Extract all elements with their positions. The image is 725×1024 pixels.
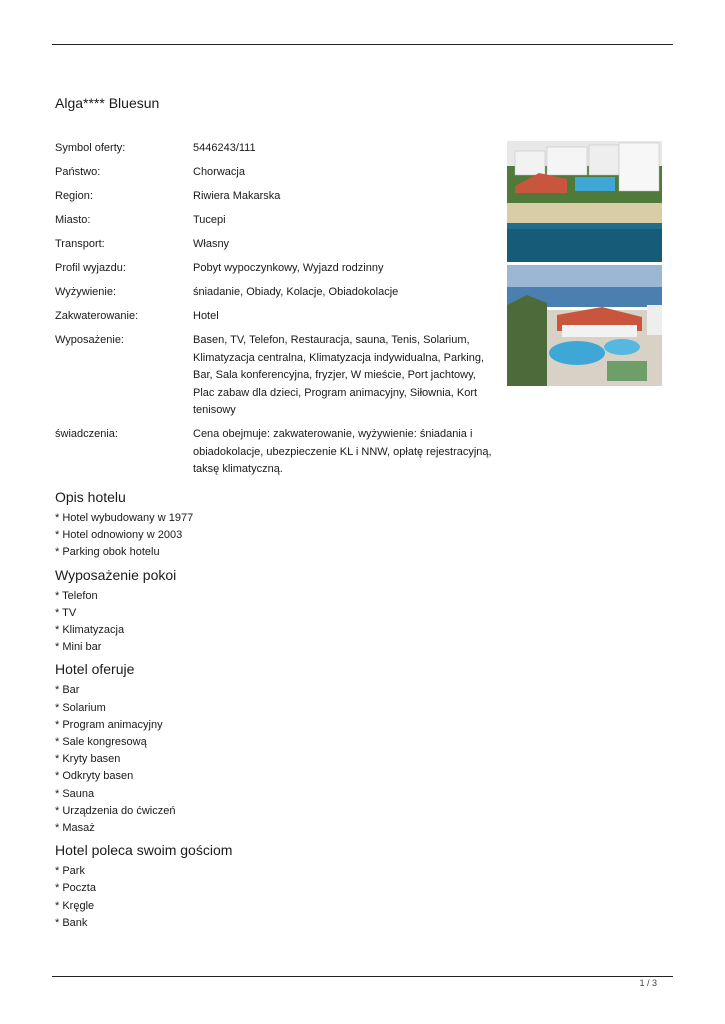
list-item: * Kryty basen <box>55 753 121 766</box>
list-item: * Mini bar <box>55 641 102 654</box>
footer-rule <box>52 976 673 977</box>
detail-label: Państwo: <box>55 166 101 178</box>
list-item: * Parking obok hotelu <box>55 546 160 559</box>
list-item: * Bank <box>55 916 88 929</box>
detail-label: Symbol oferty: <box>55 142 126 154</box>
detail-label: Zakwaterowanie: <box>55 310 139 322</box>
section-heading-hotel-offers: Hotel oferuje <box>55 661 135 678</box>
detail-value: Riwiera Makarska <box>193 190 281 202</box>
detail-row-region <box>55 188 495 206</box>
list-item: * Telefon <box>55 589 98 602</box>
hotel-photo-beach <box>507 141 662 262</box>
list-item: * Odkryty basen <box>55 770 134 783</box>
list-item: * Sauna <box>55 787 95 800</box>
detail-label: Profil wyjazdu: <box>55 262 126 274</box>
detail-row-city <box>55 212 495 230</box>
hotel-photo-pool <box>507 265 662 386</box>
section-list-room-amenities <box>55 588 655 657</box>
detail-row-country <box>55 164 495 182</box>
detail-label: Wyżywienie: <box>55 286 117 298</box>
detail-label: Wyposażenie: <box>55 334 124 346</box>
detail-value: Cena obejmuje: zakwaterowanie, wyżywienie: śniadania i obiadokolacje, ubezpieczenie KL i NNW, opłatę rejestracyjną, taksę klimatyczną. <box>193 428 492 475</box>
detail-row-transport <box>55 236 495 254</box>
detail-row-meals <box>55 284 495 302</box>
detail-value: Pobyt wypoczynkowy, Wyjazd rodzinny <box>193 262 384 274</box>
hotel-photos <box>507 141 662 389</box>
list-item: * Masaż <box>55 822 95 835</box>
detail-value: Chorwacja <box>193 166 245 178</box>
list-item: * Hotel odnowiony w 2003 <box>55 529 183 542</box>
list-item: * Solarium <box>55 701 106 714</box>
detail-value: śniadanie, Obiady, Kolacje, Obiadokolacje <box>193 286 399 298</box>
detail-value: Basen, TV, Telefon, Restauracja, sauna, Tenis, Solarium, Klimatyzacja centralna, Klimatyzacja indywidualna, Parking, Bar, Sala konferencyjna, fryzjer, W mieście, Port jachtowy, Plac zabaw dla dzieci, Program animacyjny, Siłownia, Kort tenisowy <box>193 334 485 416</box>
offer-details <box>55 140 495 485</box>
hotel-sections <box>55 487 655 935</box>
hotel-title: Alga**** Bluesun <box>55 95 160 111</box>
detail-label: Miasto: <box>55 214 91 226</box>
list-item: * Program animacyjny <box>55 718 163 731</box>
list-item: * TV <box>55 606 77 619</box>
list-item: * Urządzenia do ćwiczeń <box>55 804 176 817</box>
list-item: * Kręgle <box>55 899 95 912</box>
detail-row-services <box>55 426 495 479</box>
list-item: * Sale kongresową <box>55 736 147 749</box>
section-list-hotel-offers <box>55 682 655 837</box>
header-rule <box>52 44 673 45</box>
list-item: * Bar <box>55 684 80 697</box>
section-heading-hotel-description: Opis hotelu <box>55 489 126 505</box>
list-item: * Park <box>55 865 85 878</box>
list-item: * Hotel wybudowany w 1977 <box>55 512 194 524</box>
detail-row-offer-symbol <box>55 140 495 158</box>
section-list-hotel-description <box>55 510 655 562</box>
detail-value: 5446243/111 <box>193 142 256 154</box>
detail-label: Transport: <box>55 238 105 250</box>
detail-label: świadczenia: <box>55 428 118 440</box>
detail-value: Własny <box>193 238 230 250</box>
detail-row-trip-profile <box>55 260 495 278</box>
detail-value: Hotel <box>193 310 219 322</box>
detail-row-accommodation <box>55 308 495 326</box>
detail-label: Region: <box>55 190 93 202</box>
section-heading-room-amenities: Wyposażenie pokoi <box>55 566 177 583</box>
section-heading-recommendations: Hotel poleca swoim gościom <box>55 842 233 859</box>
detail-row-amenities <box>55 332 495 420</box>
section-list-recommendations <box>55 863 655 932</box>
detail-value: Tucepi <box>193 214 226 226</box>
list-item: * Klimatyzacja <box>55 624 125 637</box>
page-number: 1 / 3 <box>639 978 657 988</box>
list-item: * Poczta <box>55 882 96 895</box>
